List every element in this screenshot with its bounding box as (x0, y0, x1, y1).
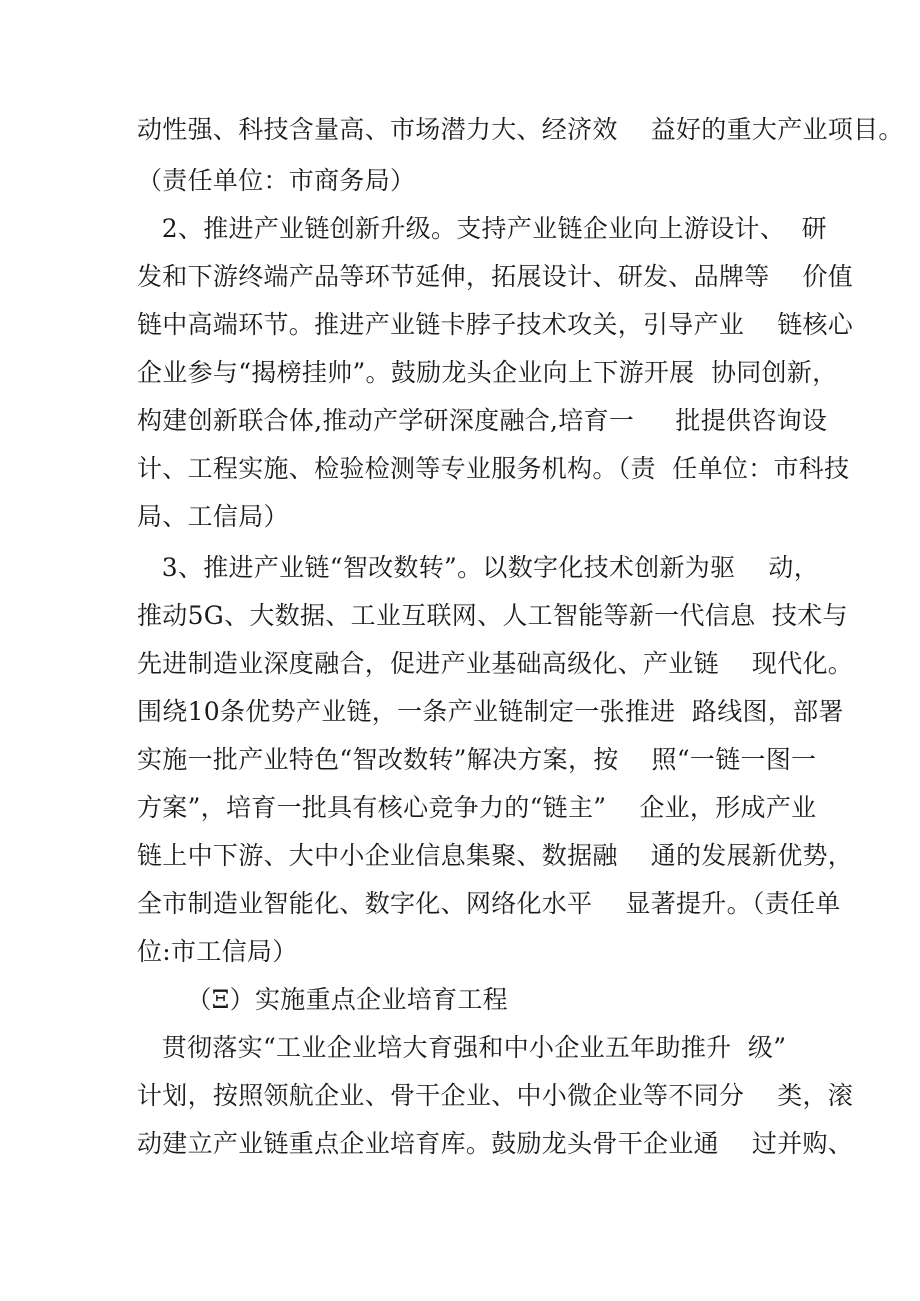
section-heading: （Ξ）实施重点企业培育工程 (137, 985, 508, 1014)
text-line: 计、工程实施、检验检测等专业服务机构。（责 任单位：市科技 (137, 454, 850, 483)
text-line: 链上中下游、大中小企业信息集聚、数据融 通的发展新优势， (137, 841, 854, 870)
text-line: 推动5G、大数据、工业互联网、人工智能等新一代信息 技术与 (137, 601, 848, 630)
text-line: 2、推进产业链创新升级。支持产业链企业向上游设计、 研 (137, 214, 827, 243)
text-line: 企业参与“揭榜挂帅”。鼓励龙头企业向上下游开展 协同创新， (137, 358, 838, 387)
text-line: 动建立产业链重点企业培育库。鼓励龙头骨干企业通 过并购、 (137, 1129, 854, 1158)
text-line: 计划，按照领航企业、骨干企业、中小微企业等不同分 类，滚 (137, 1081, 854, 1110)
text-line: 围绕10条优势产业链，一条产业链制定一张推进 路线图，部署 (137, 697, 844, 726)
text-line: 全市制造业智能化、数字化、网络化水平 显著提升。（责任单 (137, 889, 841, 918)
text-line: 位:市工信局） (137, 937, 298, 966)
text-line: 发和下游终端产品等环节延伸，拓展设计、研发、品牌等 价值 (137, 262, 854, 291)
text-line: 局、工信局） (137, 502, 289, 531)
text-line: 链中高端环节。推进产业链卡脖子技术攻关，引导产业 链核心 (137, 310, 854, 339)
text-line: 先进制造业深度融合，促进产业基础高级化、产业链 现代化。 (137, 649, 854, 678)
text-line: 贯彻落实“工业企业培大育强和中小企业五年助推升 级” (137, 1033, 787, 1062)
text-line: 构建创新联合体,推动产学研深度融合,培育一 批提供咨询设 (137, 406, 828, 435)
text-line: 3、推进产业链“智改数转”。以数字化技术创新为驱 动， (137, 553, 819, 582)
text-line: 方案”，培育一批具有核心竞争力的“链主” 企业，形成产业 (137, 793, 817, 822)
text-line: 动性强、科技含量高、市场潜力大、经济效 益好的重大产业项目。 (137, 115, 904, 144)
text-line: （责任单位：市商务局） (137, 166, 416, 195)
text-line: 实施一批产业特色“智改数转”解决方案，按 照“一链一图一 (137, 745, 817, 774)
